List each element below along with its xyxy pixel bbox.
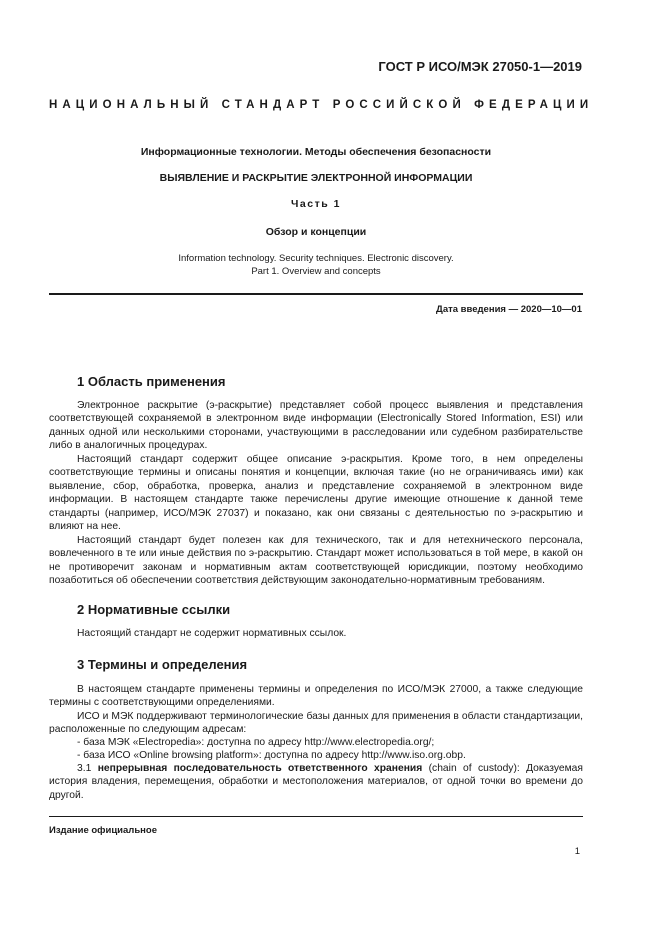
subtitle: Обзор и концепции	[265, 226, 367, 238]
database-bullet-electropedia: - база МЭК «Electropedia»: доступна по адресу http://www.electropedia.org/;	[77, 737, 435, 748]
title-line-2: ВЫЯВЛЕНИЕ И РАСКРЫТИЕ ЭЛЕКТРОННОЙ ИНФОРМАЦИИ	[159, 172, 473, 184]
footer-divider	[49, 816, 583, 817]
english-title	[49, 252, 583, 278]
definition-3-1	[49, 762, 583, 802]
section-1-paragraph-3: Настоящий стандарт будет полезен как для технического, так и для нетехнического персонала, вовлеченного в те или иные действия по э-раскрытию. Стандарт может использоваться в той мере, в какой он не противоречит законам и нормативным актам соответствующей юрисдикции, поэтому необходимо позаботиться об обеспечении соответствия действующим законодательно-нормативным требованиям.	[49, 535, 583, 587]
english-title-line-2: Part 1. Overview and concepts	[251, 266, 381, 277]
section-1-paragraph-2: Настоящий стандарт содержит общее описание э-раскрытия. Кроме того, в нем определены соответствующие термины и описаны понятия и концепции, включая такие (но не ограничиваясь ими) как выявление, сбор, обработка, проверка, анализ и представление сохраняемой в электронном виде информации. В настоящем стандарте также перечислены другие имеющие отношение к данной теме стандарты (например, ИСО/МЭК 27037) и показано, как они связаны с деятельностью по э-раскрытию и влияют на нее.	[49, 454, 583, 533]
section-3-heading: 3 Термины и определения	[77, 657, 248, 672]
edition-note: Издание официальное	[49, 825, 157, 836]
definition-term: непрерывная последовательность ответственного хранения	[97, 763, 423, 774]
section-1-paragraph-1: Электронное раскрытие (э-раскрытие) представляет собой процесс выявления и представления соответствующей сохраняемой в электронном виде информации (Electronically Stored Information, ESI) или данных одной или несколькими сторонами, участвующими в расследовании или судебном разбирательстве либо в аналогичных процедурах.	[49, 400, 583, 452]
section-2-paragraph: Настоящий стандарт не содержит нормативных ссылок.	[77, 628, 347, 639]
intro-date: Дата введения — 2020—10—01	[436, 304, 582, 315]
section-2-heading: 2 Нормативные ссылки	[77, 602, 231, 617]
english-title-line-1: Information technology. Security techniques. Electronic discovery.	[178, 253, 454, 264]
section-3-paragraph-2: ИСО и МЭК поддерживают терминологические базы данных для применения в области стандартизации, расположенные по следующим адресам:	[49, 711, 583, 736]
title-divider	[49, 293, 583, 295]
section-3-paragraph-1: В настоящем стандарте применены термины и определения по ИСО/МЭК 27000, а также следующие термины с соответствующими определениями.	[49, 684, 583, 709]
page-number: 1	[574, 846, 580, 857]
database-bullet-obp: - база ИСО «Online browsing platform»: доступна по адресу http://www.iso.org.obp.	[77, 750, 466, 761]
document-code: ГОСТ Р ИСО/МЭК 27050-1—2019	[378, 59, 582, 74]
definition-number: 3.1	[77, 763, 92, 774]
national-standard-heading: НАЦИОНАЛЬНЫЙ СТАНДАРТ РОССИЙСКОЙ ФЕДЕРАЦИИ	[49, 99, 594, 111]
title-line-1: Информационные технологии. Методы обеспечения безопасности	[140, 146, 492, 158]
definition-text: (chain of custody): Доказуемая история владения, перемещения, обработки и местоположения материалов, от одной точки во времени до другой.	[49, 763, 583, 801]
part-label: Часть 1	[291, 198, 341, 210]
section-1-heading: 1 Область применения	[77, 374, 226, 389]
